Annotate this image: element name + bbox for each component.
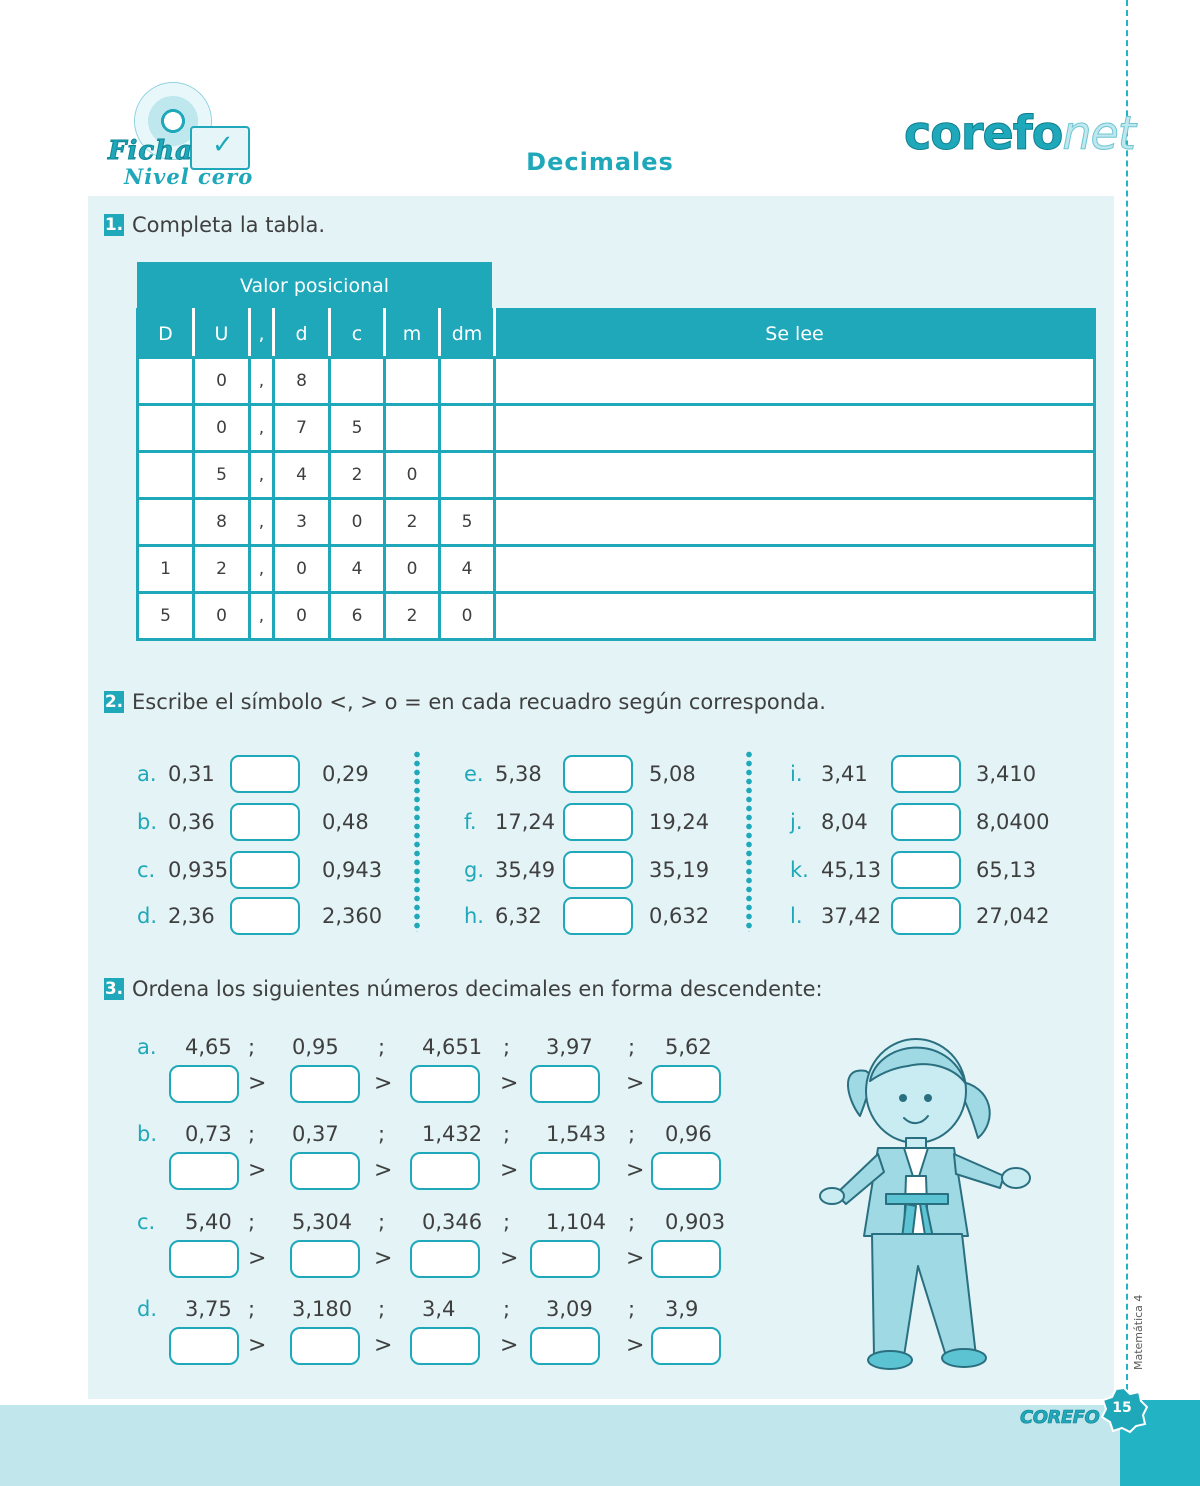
greater-than-sign: >	[500, 1333, 519, 1358]
decimal-number: 5,62	[665, 1035, 712, 1059]
table-cell: 0	[194, 358, 250, 405]
right-number: 35,19	[649, 858, 710, 882]
comparison-item	[137, 754, 427, 794]
table-cell: ,	[250, 546, 274, 593]
right-number: 5,08	[649, 762, 696, 786]
separator: ;	[503, 1297, 511, 1321]
greater-than-sign: >	[500, 1071, 519, 1096]
decimal-number: 1,104	[546, 1210, 607, 1234]
table-cell: 5	[330, 405, 385, 452]
comparison-item	[464, 850, 754, 890]
greater-than-sign: >	[248, 1158, 267, 1183]
table-cell: ,	[250, 499, 274, 546]
table-row	[138, 593, 1095, 640]
greater-than-sign: >	[626, 1158, 645, 1183]
table-cell: 0	[385, 452, 440, 499]
left-number: 3,41	[821, 762, 868, 786]
table-header-row	[138, 310, 1095, 358]
page-number: 15	[1112, 1400, 1132, 1416]
comparison-item	[137, 896, 427, 936]
table-cell: 3	[274, 499, 330, 546]
table-cell: 0	[274, 546, 330, 593]
table-cell: ,	[250, 405, 274, 452]
place-value-group-header: Valor posicional	[137, 262, 492, 308]
comparison-item	[137, 802, 427, 842]
symbol-answer-box[interactable]	[891, 755, 961, 793]
comparison-item	[137, 850, 427, 890]
girl-illustration	[808, 1026, 1048, 1376]
table-cell: 7	[274, 405, 330, 452]
decimal-number: 3,4	[422, 1297, 456, 1321]
table-row	[138, 405, 1095, 452]
order-answer-box[interactable]	[410, 1327, 480, 1365]
question-text: Escribe el símbolo <, > o = en cada recuadro según corresponda.	[132, 690, 826, 714]
order-answer-box[interactable]	[530, 1327, 600, 1365]
table-cell: 0	[194, 405, 250, 452]
reading-answer-cell[interactable]	[495, 452, 1095, 499]
corefo-net-logo: corefonet	[904, 106, 1135, 160]
symbol-answer-box[interactable]	[230, 897, 300, 935]
reading-answer-cell[interactable]	[495, 499, 1095, 546]
comparison-item	[790, 896, 1080, 936]
reading-answer-cell[interactable]	[495, 405, 1095, 452]
comparison-item	[464, 896, 754, 936]
column-header: ,	[250, 310, 274, 358]
reading-answer-cell[interactable]	[495, 358, 1095, 405]
table-cell: 4	[274, 452, 330, 499]
table-cell: 6	[330, 593, 385, 640]
order-answer-box[interactable]	[530, 1240, 600, 1278]
separator: ;	[248, 1210, 256, 1234]
column-header: U	[194, 310, 250, 358]
table-cell: ,	[250, 593, 274, 640]
item-letter: e.	[464, 762, 484, 786]
separator: ;	[628, 1122, 636, 1146]
table-cell	[440, 452, 495, 499]
separator: ;	[628, 1035, 636, 1059]
right-number: 2,360	[322, 904, 383, 928]
left-number: 6,32	[495, 904, 542, 928]
order-answer-box[interactable]	[530, 1065, 600, 1103]
footer-brand: COREFO	[1020, 1407, 1100, 1428]
table-cell: 1	[138, 546, 194, 593]
item-letter: i.	[790, 762, 803, 786]
decimal-number: 3,09	[546, 1297, 593, 1321]
question-text: Completa la tabla.	[132, 213, 326, 237]
right-number: 0,29	[322, 762, 369, 786]
table-cell: 0	[194, 593, 250, 640]
table-cell: 5	[138, 593, 194, 640]
symbol-answer-box[interactable]	[563, 897, 633, 935]
separator: ;	[248, 1297, 256, 1321]
table-cell: ,	[250, 358, 274, 405]
left-number: 2,36	[168, 904, 215, 928]
left-number: 8,04	[821, 810, 868, 834]
order-answer-box[interactable]	[651, 1327, 721, 1365]
reading-answer-cell[interactable]	[495, 593, 1095, 640]
symbol-answer-box[interactable]	[563, 755, 633, 793]
left-number: 0,31	[168, 762, 215, 786]
greater-than-sign: >	[374, 1071, 393, 1096]
table-cell: 8	[194, 499, 250, 546]
symbol-answer-box[interactable]	[891, 803, 961, 841]
table-cell	[385, 405, 440, 452]
order-answer-box[interactable]	[290, 1327, 360, 1365]
symbol-answer-box[interactable]	[563, 803, 633, 841]
right-number: 65,13	[976, 858, 1037, 882]
order-answer-box[interactable]	[410, 1240, 480, 1278]
order-answer-box[interactable]	[651, 1065, 721, 1103]
cut-line	[1126, 0, 1128, 1400]
order-answer-box[interactable]	[651, 1152, 721, 1190]
table-row	[138, 452, 1095, 499]
order-answer-box[interactable]	[410, 1065, 480, 1103]
decimal-number: 1,432	[422, 1122, 483, 1146]
item-letter: a.	[137, 1035, 157, 1059]
comparison-item	[790, 754, 1080, 794]
order-answer-box[interactable]	[290, 1065, 360, 1103]
separator: ;	[378, 1210, 386, 1234]
greater-than-sign: >	[626, 1246, 645, 1271]
greater-than-sign: >	[248, 1071, 267, 1096]
item-letter: b.	[137, 1122, 158, 1146]
table-cell: 2	[385, 593, 440, 640]
order-answer-box[interactable]	[530, 1152, 600, 1190]
symbol-answer-box[interactable]	[230, 755, 300, 793]
order-answer-box[interactable]	[169, 1327, 239, 1365]
item-letter: a.	[137, 762, 157, 786]
item-letter: c.	[137, 1210, 156, 1234]
right-number: 8,0400	[976, 810, 1050, 834]
left-number: 37,42	[821, 904, 882, 928]
table-cell	[138, 452, 194, 499]
table-cell	[440, 405, 495, 452]
question-3-heading	[104, 977, 823, 1001]
book-label: Matemática 4	[1132, 1294, 1145, 1370]
table-cell: 0	[440, 593, 495, 640]
table-cell: 0	[330, 499, 385, 546]
greater-than-sign: >	[500, 1246, 519, 1271]
badge-line-1: Ficha	[108, 136, 193, 166]
question-number: 2.	[104, 692, 124, 712]
greater-than-sign: >	[248, 1333, 267, 1358]
decimal-number: 0,37	[292, 1122, 339, 1146]
greater-than-sign: >	[374, 1333, 393, 1358]
table-cell	[440, 358, 495, 405]
column-header: dm	[440, 310, 495, 358]
greater-than-sign: >	[248, 1246, 267, 1271]
table-cell: 2	[385, 499, 440, 546]
question-1-heading	[104, 213, 325, 237]
column-header: m	[385, 310, 440, 358]
item-letter: g.	[464, 858, 485, 882]
separator: ;	[628, 1297, 636, 1321]
table-cell: 2	[194, 546, 250, 593]
table-cell	[138, 405, 194, 452]
separator: ;	[503, 1122, 511, 1146]
left-number: 35,49	[495, 858, 556, 882]
symbol-answer-box[interactable]	[230, 803, 300, 841]
column-header: Se lee	[495, 310, 1095, 358]
decimal-number: 3,97	[546, 1035, 593, 1059]
decimal-number: 5,304	[292, 1210, 353, 1234]
item-letter: d.	[137, 904, 158, 928]
place-value-table	[136, 308, 1096, 641]
item-letter: f.	[464, 810, 477, 834]
greater-than-sign: >	[374, 1246, 393, 1271]
table-cell	[138, 499, 194, 546]
item-letter: d.	[137, 1297, 158, 1321]
table-cell	[330, 358, 385, 405]
comparison-item	[790, 802, 1080, 842]
right-number: 19,24	[649, 810, 710, 834]
separator: ;	[378, 1035, 386, 1059]
table-cell	[138, 358, 194, 405]
question-2-heading	[104, 690, 826, 714]
decimal-number: 0,73	[185, 1122, 232, 1146]
table-cell: 4	[440, 546, 495, 593]
table-cell: 2	[330, 452, 385, 499]
symbol-answer-box[interactable]	[230, 851, 300, 889]
order-answer-box[interactable]	[290, 1240, 360, 1278]
order-answer-box[interactable]	[169, 1240, 239, 1278]
separator: ;	[628, 1210, 636, 1234]
table-row	[138, 546, 1095, 593]
greater-than-sign: >	[626, 1071, 645, 1096]
left-number: 0,935	[168, 858, 229, 882]
right-number: 3,410	[976, 762, 1037, 786]
table-row	[138, 358, 1095, 405]
decimal-number: 5,40	[185, 1210, 232, 1234]
order-answer-box[interactable]	[169, 1152, 239, 1190]
column-header: D	[138, 310, 194, 358]
left-number: 0,36	[168, 810, 215, 834]
table-cell: 4	[330, 546, 385, 593]
order-answer-box[interactable]	[410, 1152, 480, 1190]
table-cell: 8	[274, 358, 330, 405]
symbol-answer-box[interactable]	[891, 851, 961, 889]
item-letter: k.	[790, 858, 809, 882]
separator: ;	[503, 1210, 511, 1234]
right-number: 27,042	[976, 904, 1050, 928]
decimal-number: 0,96	[665, 1122, 712, 1146]
decimal-number: 4,65	[185, 1035, 232, 1059]
order-answer-box[interactable]	[169, 1065, 239, 1103]
item-letter: b.	[137, 810, 158, 834]
badge-line-2: Nivel cero	[124, 164, 254, 189]
decimal-number: 3,180	[292, 1297, 353, 1321]
symbol-answer-box[interactable]	[891, 897, 961, 935]
reading-answer-cell[interactable]	[495, 546, 1095, 593]
decimal-number: 0,346	[422, 1210, 483, 1234]
decimal-number: 3,75	[185, 1297, 232, 1321]
separator: ;	[378, 1122, 386, 1146]
decimal-number: 0,903	[665, 1210, 726, 1234]
left-number: 45,13	[821, 858, 882, 882]
separator: ;	[503, 1035, 511, 1059]
question-number: 1.	[104, 215, 124, 235]
decimal-number: 4,651	[422, 1035, 483, 1059]
separator: ;	[378, 1297, 386, 1321]
right-number: 0,943	[322, 858, 383, 882]
item-letter: j.	[790, 810, 803, 834]
right-number: 0,48	[322, 810, 369, 834]
item-letter: l.	[790, 904, 803, 928]
left-number: 5,38	[495, 762, 542, 786]
decimal-number: 1,543	[546, 1122, 607, 1146]
calendar-check-icon: ✓	[190, 126, 250, 170]
column-header: d	[274, 310, 330, 358]
greater-than-sign: >	[500, 1158, 519, 1183]
symbol-answer-box[interactable]	[563, 851, 633, 889]
greater-than-sign: >	[374, 1158, 393, 1183]
separator: ;	[248, 1035, 256, 1059]
left-number: 17,24	[495, 810, 556, 834]
column-header: c	[330, 310, 385, 358]
question-text: Ordena los siguientes números decimales en forma descendente:	[132, 977, 823, 1001]
table-cell: 5	[440, 499, 495, 546]
comparison-item	[464, 802, 754, 842]
question-number: 3.	[104, 979, 124, 999]
right-number: 0,632	[649, 904, 710, 928]
greater-than-sign: >	[626, 1333, 645, 1358]
order-answer-box[interactable]	[290, 1152, 360, 1190]
page-title: Decimales	[526, 148, 674, 176]
item-letter: c.	[137, 858, 156, 882]
decimal-number: 0,95	[292, 1035, 339, 1059]
table-cell: ,	[250, 452, 274, 499]
comparison-item	[464, 754, 754, 794]
item-letter: h.	[464, 904, 484, 928]
comparison-item	[790, 850, 1080, 890]
table-cell: 5	[194, 452, 250, 499]
order-answer-box[interactable]	[651, 1240, 721, 1278]
table-cell: 0	[274, 593, 330, 640]
table-cell	[385, 358, 440, 405]
table-row	[138, 499, 1095, 546]
separator: ;	[248, 1122, 256, 1146]
table-cell: 0	[385, 546, 440, 593]
decimal-number: 3,9	[665, 1297, 699, 1321]
